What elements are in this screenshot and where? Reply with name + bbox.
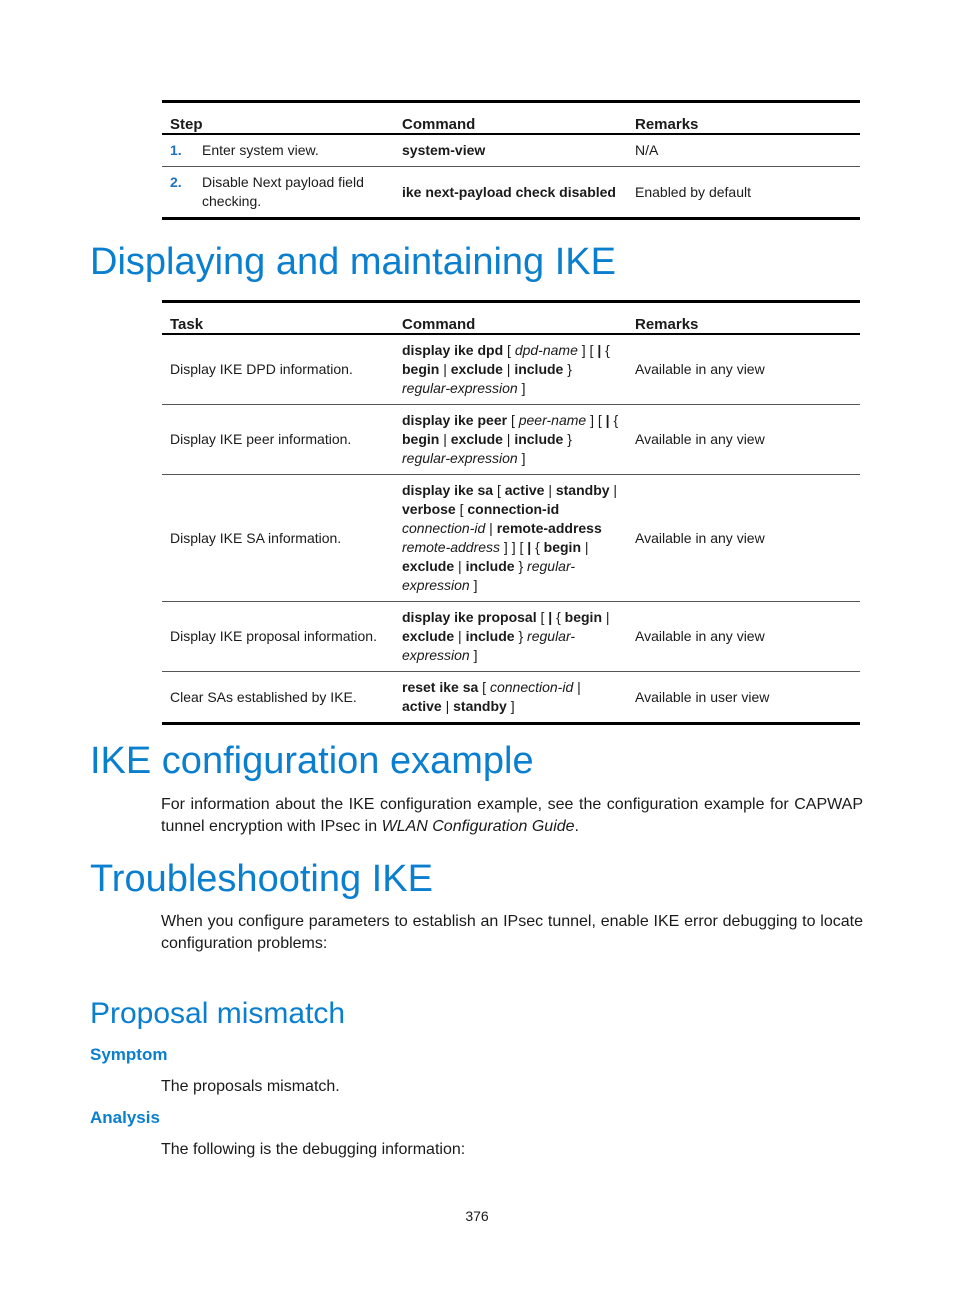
troubleshooting-paragraph: When you configure parameters to establish an IPsec tunnel, enable IKE error debugging to locate configuration problems: [161,913,863,952]
table-row [162,167,860,219]
header-command: Command [394,302,627,335]
table-header-row [162,302,860,335]
table-row [162,405,860,475]
command-text: display ike peer [ peer-name ] [ | { begin | exclude | include } regular-expression ] [394,405,627,475]
header-task: Task [162,302,394,335]
remarks-text: Available in any view [627,475,860,602]
table-row [162,334,860,405]
config-steps-table [162,100,860,220]
header-step: Step [162,102,394,135]
analysis-text: The following is the debugging information: [161,1141,466,1158]
config-example-paragraph: For information about the IKE configuration example, see the configuration example for CAPWAP tunnel encryption with IPsec in WLAN Configuration Guide. [161,796,863,835]
header-remarks: Remarks [627,102,860,135]
task-text: Display IKE proposal information. [162,602,394,672]
command-text: display ike sa [ active | standby | verbose [ connection-id connection-id | remote-address remote-address ] ] [ | { begin | exclude | include } regular-expression ] [394,475,627,602]
page-number: 376 [465,1208,489,1224]
remarks-text: Available in any view [627,405,860,475]
command-text: reset ike sa [ connection-id | active | standby ] [394,672,627,724]
remarks-text: Enabled by default [627,167,860,219]
task-text: Clear SAs established by IKE. [162,672,394,724]
step-number: 1. [170,142,182,158]
header-command: Command [394,102,627,135]
step-text: Disable Next payload field checking. [202,174,364,209]
symptom-heading: Symptom [90,1045,168,1064]
task-text: Display IKE SA information. [162,475,394,602]
remarks-text: Available in any view [627,602,860,672]
analysis-heading: Analysis [90,1108,160,1127]
command-text: display ike dpd [ dpd-name ] [ | { begin | exclude | include } regular-expression ] [394,334,627,405]
header-remarks: Remarks [627,302,860,335]
display-commands-table [162,300,860,725]
task-text: Display IKE peer information. [162,405,394,475]
remarks-text: Available in any view [627,334,860,405]
table-header-row [162,102,860,135]
remarks-text: N/A [627,134,860,167]
table-row [162,134,860,167]
task-text: Display IKE DPD information. [162,334,394,405]
command-text: system-view [402,142,486,158]
symptom-text: The proposals mismatch. [161,1078,340,1095]
section-title-config-example: IKE configuration example [90,740,534,782]
table-row [162,475,860,602]
step-text: Enter system view. [202,142,319,158]
section-title-troubleshooting: Troubleshooting IKE [90,858,433,900]
command-text: display ike proposal [ | { begin | exclude | include } regular-expression ] [394,602,627,672]
table-row [162,602,860,672]
section-title-displaying: Displaying and maintaining IKE [90,241,616,283]
table-row [162,672,860,724]
subsection-title-proposal-mismatch: Proposal mismatch [90,997,346,1030]
command-text: ike next-payload check disabled [402,183,616,200]
step-number: 2. [170,174,182,190]
remarks-text: Available in user view [627,672,860,724]
guide-title: WLAN Configuration Guide [381,818,575,835]
